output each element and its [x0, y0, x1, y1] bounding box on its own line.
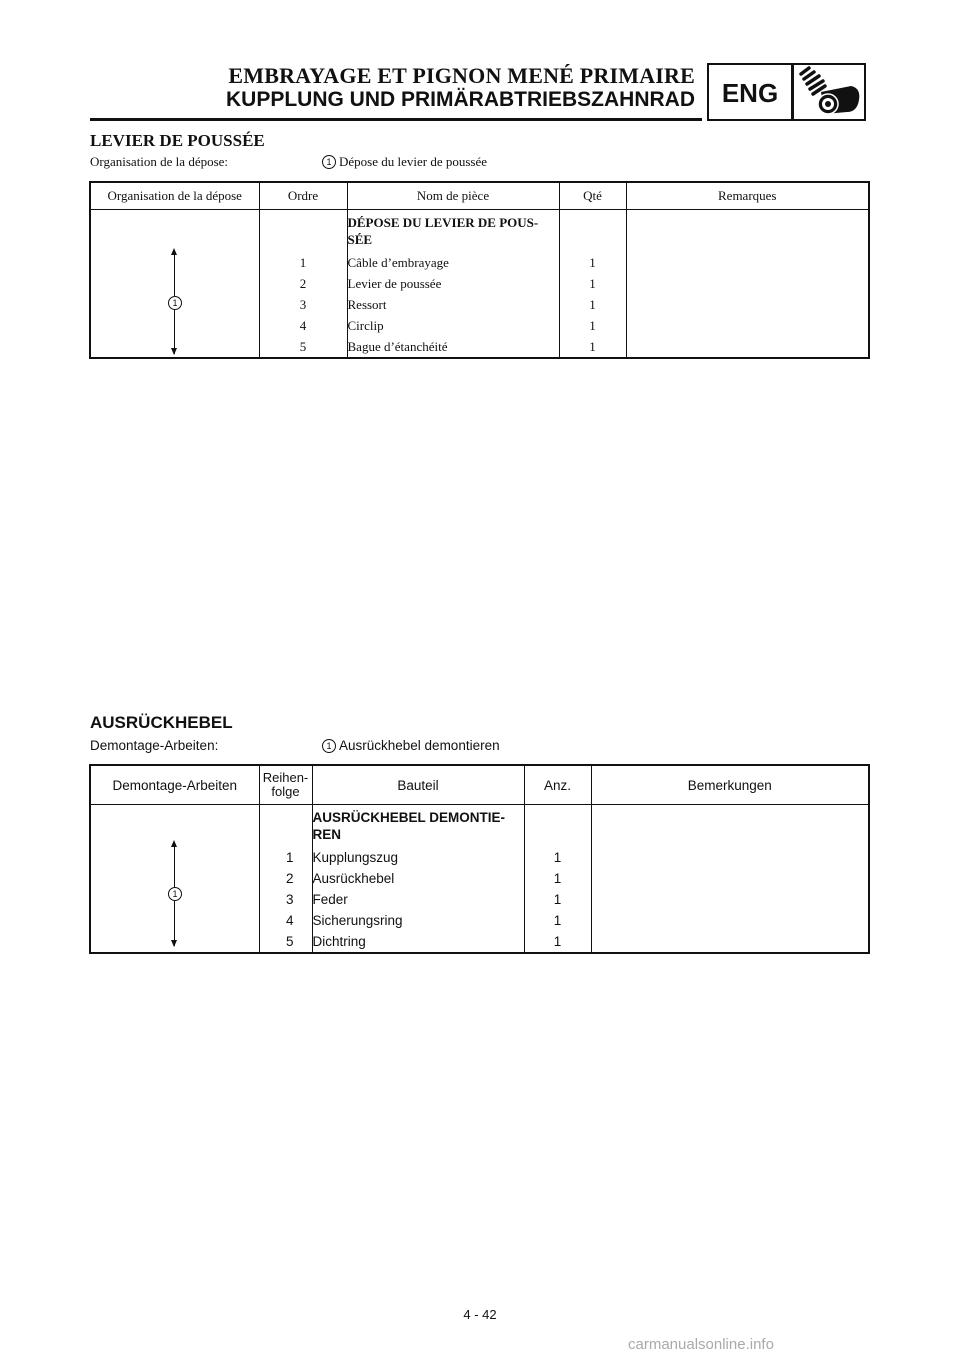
- list-item: Feder: [312, 892, 348, 907]
- col-demontage: Demontage-Arbeiten: [90, 765, 259, 805]
- col-qty: Anz.: [524, 765, 591, 805]
- group-title-cont: SÉE: [347, 232, 373, 247]
- order-cell: [259, 805, 312, 954]
- group-title-cont: REN: [312, 827, 342, 842]
- col-remarks: Bemerkungen: [591, 765, 869, 805]
- list-item: 4: [299, 318, 307, 333]
- list-item: Levier de poussée: [347, 276, 442, 291]
- step-marker: 1: [322, 739, 336, 753]
- list-item: 1: [553, 850, 562, 865]
- list-item: Kupplungszug: [312, 850, 399, 865]
- group-title: DÉPOSE DU LEVIER DE POUS-: [347, 215, 539, 230]
- arrow-down-icon: [171, 348, 177, 355]
- list-item: 1: [553, 934, 562, 949]
- list-item: 3: [285, 892, 294, 907]
- sequence-marker: 1: [168, 887, 182, 901]
- list-item: 2: [285, 871, 294, 886]
- organisation-label-de: Demontage-Arbeiten:: [90, 738, 219, 753]
- qty-cell: [559, 210, 626, 359]
- list-item: 1: [553, 913, 562, 928]
- table-header-row: [90, 182, 869, 210]
- col-order-line2: folge: [271, 784, 300, 799]
- list-item: 1: [589, 255, 596, 270]
- list-item: Circlip: [347, 318, 384, 333]
- sequence-marker: 1: [168, 296, 182, 310]
- part-name-cell: [312, 805, 524, 954]
- watermark: carmanualsonline.info: [628, 1336, 774, 1353]
- list-item: 1: [553, 871, 562, 886]
- list-item: 1: [589, 276, 596, 291]
- table-body-row: [90, 805, 869, 954]
- section-heading-fr: LEVIER DE POUSSÉE: [90, 131, 265, 150]
- header-title-de: KUPPLUNG UND PRIMÄRABTRIEBSZAHNRAD: [226, 88, 695, 111]
- header-rule: [90, 118, 702, 121]
- list-item: Bague d’étanchéité: [347, 339, 448, 354]
- removal-table-fr: [89, 181, 870, 359]
- list-item: 1: [589, 297, 596, 312]
- list-item: 3: [299, 297, 307, 312]
- step-text: Dépose du levier de poussée: [339, 154, 488, 169]
- removal-table-de: [89, 764, 870, 954]
- list-item: 1: [285, 850, 294, 865]
- list-item: 1: [589, 318, 596, 333]
- engine-piston-icon: [795, 66, 863, 118]
- qty-cell: [524, 805, 591, 954]
- col-order: Ordre: [259, 182, 347, 210]
- group-title: AUSRÜCKHEBEL DEMONTIE-: [312, 810, 506, 825]
- col-part-name: Nom de pièce: [347, 182, 559, 210]
- page-number: 4 - 42: [463, 1307, 497, 1322]
- list-item: 1: [553, 892, 562, 907]
- col-organisation: Organisation de la dépose: [90, 182, 259, 210]
- sequence-arrow-cell: [90, 210, 259, 359]
- list-item: Dichtring: [312, 934, 366, 949]
- col-part-name: Bauteil: [312, 765, 524, 805]
- list-item: 5: [285, 934, 294, 949]
- list-item: 1: [299, 255, 307, 270]
- col-order-line1: Reihen-: [262, 770, 309, 785]
- remarks-cell: [591, 805, 869, 954]
- header-title-fr: EMBRAYAGE ET PIGNON MENÉ PRIMAIRE: [228, 63, 695, 88]
- step-note-fr: [322, 154, 487, 170]
- col-qty: Qté: [559, 182, 626, 210]
- section-heading-de: AUSRÜCKHEBEL: [90, 713, 233, 732]
- list-item: 2: [299, 276, 307, 291]
- col-remarks: Remarques: [626, 182, 869, 210]
- col-order: [259, 765, 312, 805]
- eng-badge-divider: [791, 63, 794, 121]
- order-cell: [259, 210, 347, 359]
- list-item: Ressort: [347, 297, 387, 312]
- part-name-cell: [347, 210, 559, 359]
- list-item: 5: [299, 339, 307, 354]
- organisation-label-fr: Organisation de la dépose:: [90, 154, 229, 169]
- table-header-row: [90, 765, 869, 805]
- list-item: 1: [589, 339, 596, 354]
- list-item: Sicherungsring: [312, 913, 403, 928]
- list-item: Câble d’embrayage: [347, 255, 449, 270]
- eng-badge-label: ENG: [721, 78, 779, 108]
- list-item: 4: [285, 913, 294, 928]
- remarks-cell: [626, 210, 869, 359]
- step-note-de: [322, 738, 500, 753]
- sequence-arrow-cell: [90, 805, 259, 954]
- table-body-row: [90, 210, 869, 359]
- list-item: Ausrückhebel: [312, 871, 395, 886]
- step-marker: 1: [322, 155, 336, 169]
- arrow-down-icon: [171, 940, 177, 947]
- step-text: Ausrückhebel demontieren: [339, 738, 500, 753]
